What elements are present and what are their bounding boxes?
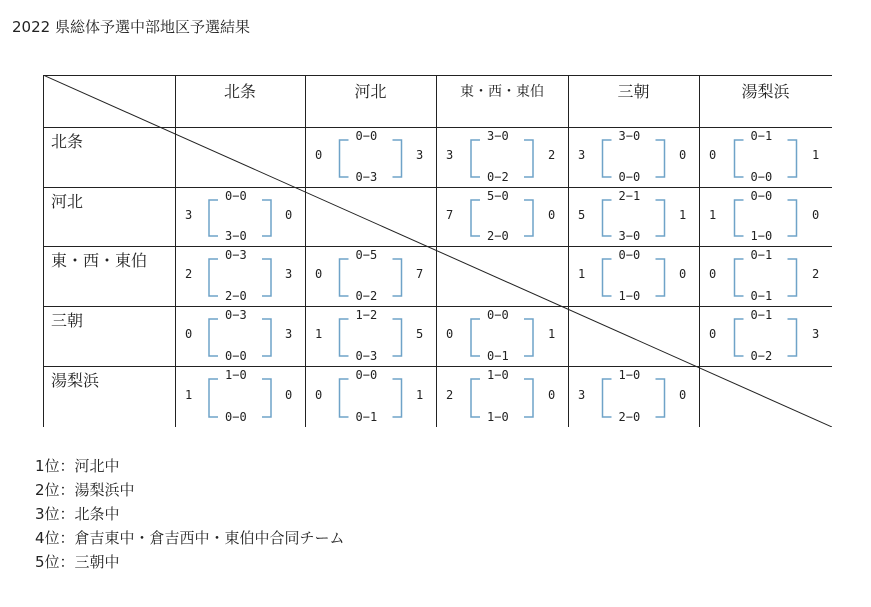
home-total-score: 1 xyxy=(578,267,586,281)
away-total-score: 0 xyxy=(812,207,820,222)
second-half-score: 0−0 xyxy=(225,410,247,424)
left-bracket xyxy=(209,319,218,356)
right-bracket xyxy=(262,319,271,356)
ranking-item: 1位：河北中 xyxy=(35,457,120,475)
right-bracket xyxy=(656,259,665,296)
match-result-cell xyxy=(699,187,832,246)
first-half-score: 0−5 xyxy=(355,248,378,262)
left-bracket xyxy=(209,200,218,236)
match-result-cell xyxy=(568,366,699,427)
match-result-cell xyxy=(175,187,305,246)
first-half-score: 1−0 xyxy=(487,368,509,382)
home-total-score: 1 xyxy=(185,387,193,402)
right-bracket xyxy=(656,200,665,236)
second-half-score: 0−0 xyxy=(618,170,641,184)
results-table xyxy=(43,75,832,427)
match-result-cell xyxy=(305,246,436,306)
home-total-score: 2 xyxy=(446,387,454,402)
left-bracket xyxy=(735,319,744,356)
home-total-score: 0 xyxy=(709,267,717,281)
first-half-score: 3−0 xyxy=(618,129,641,143)
second-half-score: 1−0 xyxy=(618,289,641,303)
left-bracket xyxy=(603,379,612,417)
row-header: 北条 xyxy=(51,132,84,151)
left-bracket xyxy=(209,379,218,417)
left-bracket xyxy=(603,259,612,296)
row-header: 湯梨浜 xyxy=(51,371,100,390)
left-bracket xyxy=(209,259,218,296)
left-bracket xyxy=(340,140,349,177)
left-bracket xyxy=(735,200,744,236)
second-half-score: 0−1 xyxy=(355,410,378,424)
away-total-score: 0 xyxy=(679,148,687,162)
first-half-score: 1−0 xyxy=(618,368,641,382)
home-total-score: 0 xyxy=(446,327,454,341)
second-half-score: 0−3 xyxy=(355,170,378,184)
first-half-score: 0−0 xyxy=(355,368,378,382)
away-total-score: 3 xyxy=(812,327,820,341)
second-half-score: 0−0 xyxy=(225,349,247,363)
away-total-score: 0 xyxy=(285,387,293,402)
away-total-score: 3 xyxy=(416,148,424,162)
match-result-cell xyxy=(175,246,305,306)
second-half-score: 2−0 xyxy=(618,410,641,424)
match-result-cell xyxy=(305,306,436,366)
match-result-cell xyxy=(699,127,832,187)
second-half-score: 0−3 xyxy=(355,349,378,363)
right-bracket xyxy=(524,200,533,236)
right-bracket xyxy=(524,319,533,356)
row-header: 三朝 xyxy=(51,311,84,330)
first-half-score: 0−0 xyxy=(487,308,509,322)
right-bracket xyxy=(262,379,271,417)
right-bracket xyxy=(788,319,797,356)
match-result-cell xyxy=(305,127,436,187)
left-bracket xyxy=(471,319,480,356)
first-half-score: 0−3 xyxy=(225,248,247,262)
away-total-score: 1 xyxy=(416,387,424,402)
second-half-score: 0−1 xyxy=(487,349,509,363)
left-bracket xyxy=(471,379,480,417)
ranking-item: 3位：北条中 xyxy=(35,505,120,523)
right-bracket xyxy=(524,379,533,417)
home-total-score: 5 xyxy=(578,207,586,222)
second-half-score: 2−0 xyxy=(225,289,247,303)
away-total-score: 2 xyxy=(812,267,820,281)
row-header: 東・西・東伯 xyxy=(51,251,148,270)
first-half-score: 0−0 xyxy=(750,189,773,203)
right-bracket xyxy=(788,140,797,177)
home-total-score: 2 xyxy=(185,267,193,281)
right-bracket xyxy=(524,140,533,177)
first-half-score: 0−1 xyxy=(750,308,773,322)
left-bracket xyxy=(603,200,612,236)
home-total-score: 0 xyxy=(709,327,717,341)
right-bracket xyxy=(393,379,402,417)
second-half-score: 1−0 xyxy=(750,229,773,243)
home-total-score: 0 xyxy=(315,148,323,162)
column-header: 湯梨浜 xyxy=(741,82,790,101)
match-result-cell xyxy=(175,366,305,427)
match-result-cell xyxy=(568,187,699,246)
second-half-score: 3−0 xyxy=(225,229,247,243)
second-half-score: 0−1 xyxy=(750,289,773,303)
right-bracket xyxy=(262,200,271,236)
left-bracket xyxy=(603,140,612,177)
second-half-score: 0−0 xyxy=(750,170,773,184)
away-total-score: 7 xyxy=(416,267,424,281)
home-total-score: 1 xyxy=(709,207,717,222)
home-total-score: 1 xyxy=(315,327,323,341)
home-total-score: 0 xyxy=(315,387,323,402)
home-total-score: 7 xyxy=(446,207,454,222)
first-half-score: 0−3 xyxy=(225,308,247,322)
second-half-score: 0−2 xyxy=(487,170,509,184)
second-half-score: 0−2 xyxy=(750,349,773,363)
first-half-score: 5−0 xyxy=(487,189,509,203)
home-total-score: 0 xyxy=(709,148,717,162)
home-total-score: 3 xyxy=(185,207,193,222)
ranking-item: 2位：湯梨浜中 xyxy=(35,481,135,499)
rankings-list xyxy=(35,454,345,574)
home-total-score: 3 xyxy=(578,148,586,162)
left-bracket xyxy=(735,259,744,296)
match-result-cell xyxy=(699,246,832,306)
right-bracket xyxy=(393,259,402,296)
match-result-cell xyxy=(568,127,699,187)
right-bracket xyxy=(393,140,402,177)
row-header: 河北 xyxy=(51,192,84,211)
away-total-score: 0 xyxy=(285,207,293,222)
away-total-score: 0 xyxy=(679,387,687,402)
first-half-score: 0−0 xyxy=(618,248,641,262)
away-total-score: 3 xyxy=(285,267,293,281)
away-total-score: 5 xyxy=(416,327,424,341)
match-result-cell xyxy=(436,306,568,366)
right-bracket xyxy=(788,200,797,236)
match-result-cell xyxy=(436,127,568,187)
ranking-item: 5位：三朝中 xyxy=(35,553,120,571)
home-total-score: 0 xyxy=(315,267,323,281)
match-result-cell xyxy=(568,246,699,306)
left-bracket xyxy=(340,259,349,296)
first-half-score: 1−2 xyxy=(355,308,378,322)
right-bracket xyxy=(656,140,665,177)
first-half-score: 2−1 xyxy=(618,189,641,203)
first-half-score: 0−0 xyxy=(355,129,378,143)
left-bracket xyxy=(735,140,744,177)
ranking-item: 4位：倉吉東中・倉吉西中・東伯中合同チーム xyxy=(35,529,345,547)
right-bracket xyxy=(788,259,797,296)
left-bracket xyxy=(471,140,480,177)
column-header: 河北 xyxy=(354,82,387,101)
left-bracket xyxy=(471,200,480,236)
away-total-score: 0 xyxy=(548,207,556,222)
match-result-cell xyxy=(699,306,832,366)
column-header: 北条 xyxy=(223,82,256,101)
second-half-score: 1−0 xyxy=(487,410,509,424)
first-half-score: 1−0 xyxy=(225,368,247,382)
first-half-score: 0−1 xyxy=(750,129,773,143)
second-half-score: 0−2 xyxy=(355,289,378,303)
away-total-score: 1 xyxy=(679,207,687,222)
home-total-score: 3 xyxy=(446,148,454,162)
first-half-score: 0−1 xyxy=(750,248,773,262)
match-result-cell xyxy=(436,366,568,427)
right-bracket xyxy=(393,319,402,356)
away-total-score: 1 xyxy=(548,327,556,341)
away-total-score: 3 xyxy=(285,327,293,341)
column-header: 三朝 xyxy=(617,82,650,101)
column-header: 東・西・東伯 xyxy=(460,84,544,100)
page-title: 2022 県総体予選中部地区予選結果 xyxy=(12,18,250,36)
second-half-score: 2−0 xyxy=(487,229,509,243)
home-total-score: 0 xyxy=(185,327,193,341)
away-total-score: 0 xyxy=(679,267,687,281)
first-half-score: 3−0 xyxy=(487,129,509,143)
away-total-score: 2 xyxy=(548,148,556,162)
left-bracket xyxy=(340,319,349,356)
first-half-score: 0−0 xyxy=(225,189,247,203)
home-total-score: 3 xyxy=(578,387,586,402)
right-bracket xyxy=(262,259,271,296)
match-result-cell xyxy=(436,187,568,246)
left-bracket xyxy=(340,379,349,417)
away-total-score: 1 xyxy=(812,148,820,162)
right-bracket xyxy=(656,379,665,417)
second-half-score: 3−0 xyxy=(618,229,641,243)
away-total-score: 0 xyxy=(548,387,556,402)
match-result-cell xyxy=(305,366,436,427)
match-result-cell xyxy=(175,306,305,366)
